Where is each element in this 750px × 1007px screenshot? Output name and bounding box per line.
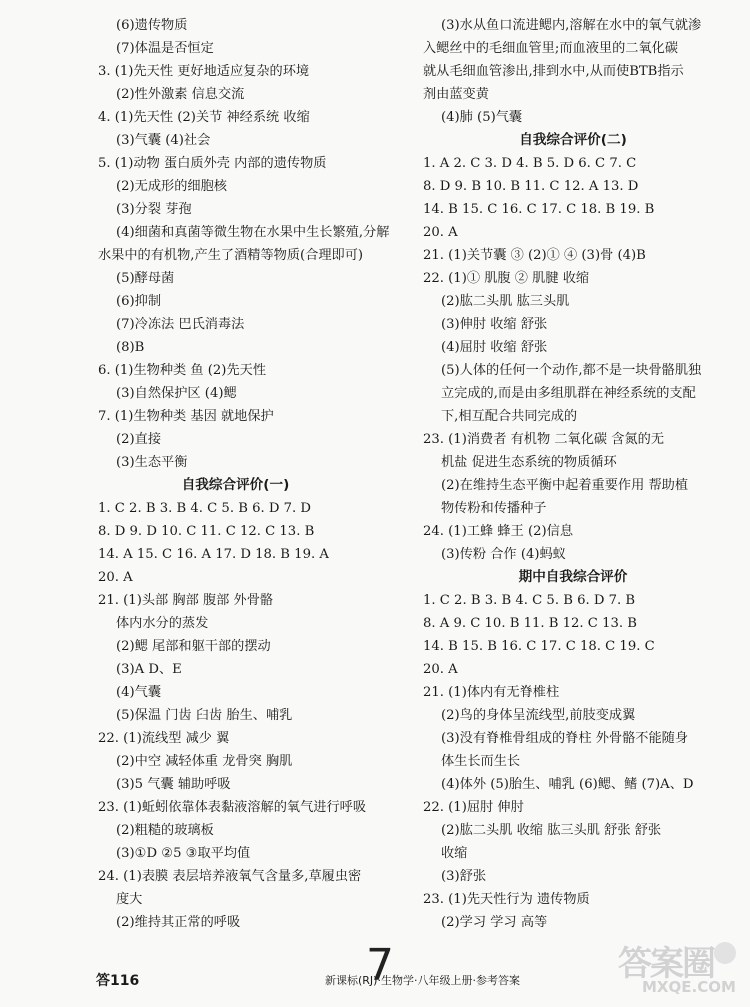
section-heading: 自我综合评价(二) xyxy=(519,132,627,148)
answer-line: 剂由蓝变黄 xyxy=(423,87,489,102)
section-heading: 期中自我综合评价 xyxy=(518,569,628,585)
answer-line: (3)伸肘 收缩 舒张 xyxy=(441,317,548,332)
answer-line: 度大 xyxy=(116,892,143,907)
answer-line: 20. A xyxy=(98,570,133,585)
answer-line: (2)粗糙的玻璃板 xyxy=(116,823,214,838)
answer-line: 就从毛细血管渗出,排到水中,从而使BTB指示 xyxy=(423,64,684,79)
answer-line: 23. (1)消费者 有机物 二氧化碳 含氮的无 xyxy=(423,432,665,447)
watermark-logo: 答案圈 MXQE.COM xyxy=(618,944,736,996)
answer-line: 21. (1)体内有无脊椎柱 xyxy=(423,685,560,700)
answer-line: 14. B 15. C 16. C 17. C 18. B 19. B xyxy=(423,202,655,217)
answer-line: (7)体温是否恒定 xyxy=(116,41,214,56)
answer-line: (8)B xyxy=(116,340,145,355)
answer-line: 下,相互配合共同完成的 xyxy=(441,409,578,424)
answer-line: 22. (1)屈肘 伸肘 xyxy=(423,800,524,815)
answer-line: 8. D 9. B 10. B 11. C 12. A 13. D xyxy=(423,179,639,194)
answer-line: (2)肱二头肌 肱三头肌 xyxy=(441,294,570,309)
answer-line: 机盐 促进生态系统的物质循环 xyxy=(441,455,617,470)
answer-line: 20. A xyxy=(423,225,458,240)
answer-line: 7. (1)生物种类 基因 就地保护 xyxy=(98,409,274,424)
answer-line: 物传粉和传播种子 xyxy=(441,501,547,516)
page-number: 答116 xyxy=(96,973,140,989)
answer-line: (2)无成形的细胞核 xyxy=(116,179,227,194)
answer-line: (3)没有脊椎骨组成的脊柱 外骨骼不能随身 xyxy=(441,731,689,746)
answer-line: 24. (1)工蜂 蜂王 (2)信息 xyxy=(423,524,574,539)
answer-line: 收缩 xyxy=(441,846,468,861)
answer-line: 23. (1)蚯蚓依靠体表黏液溶解的氧气进行呼吸 xyxy=(98,800,367,815)
answer-line: 14. B 15. B 16. C 17. C 18. C 19. C xyxy=(423,639,655,654)
answer-line: (4)肺 (5)气囊 xyxy=(441,110,523,125)
answer-line: (2)直接 xyxy=(116,432,162,447)
answer-line: (7)冷冻法 巴氏消毒法 xyxy=(116,317,245,332)
answer-line: 4. (1)先天性 (2)关节 神经系统 收缩 xyxy=(98,110,310,125)
answer-line: 24. (1)表膜 表层培养液氧气含量多,草履虫密 xyxy=(98,869,362,884)
answer-line: 6. (1)生物种类 鱼 (2)先天性 xyxy=(98,363,267,378)
answer-line: 21. (1)关节囊 ③ (2)① ④ (3)骨 (4)B xyxy=(423,248,646,263)
answer-line: 水果中的有机物,产生了酒精等物质(合理即可) xyxy=(98,248,364,263)
answer-line: (3)生态平衡 xyxy=(116,455,188,470)
answer-line: (4)气囊 xyxy=(116,685,162,700)
answer-line: 1. A 2. C 3. D 4. B 5. D 6. C 7. C xyxy=(423,156,637,171)
answer-line: (3)舒张 xyxy=(441,869,487,884)
answer-line: 8. D 9. D 10. C 11. C 12. C 13. B xyxy=(98,524,315,539)
answer-line: (4)体外 (5)胎生、哺乳 (6)鳃、鳍 (7)A、D xyxy=(441,777,694,792)
answer-line: 8. A 9. C 10. B 11. B 12. C 13. B xyxy=(423,616,637,631)
answer-line: (5)保温 门齿 臼齿 胎生、哺乳 xyxy=(116,708,293,723)
answer-line: (3)①D ②5 ③取平均值 xyxy=(116,846,251,861)
answer-line: (2)性外激素 信息交流 xyxy=(116,87,245,102)
answer-line: 1. C 2. B 3. B 4. C 5. B 6. D 7. B xyxy=(423,593,636,608)
answer-line: 3. (1)先天性 更好地适应复杂的环境 xyxy=(98,64,310,79)
answer-line: (4)屈肘 收缩 舒张 xyxy=(441,340,548,355)
answer-line: (2)学习 学习 高等 xyxy=(441,915,548,930)
answer-line: (2)肱二头肌 收缩 肱三头肌 舒张 舒张 xyxy=(441,823,662,838)
answer-line: 入鳃丝中的毛细血管里;而血液里的二氧化碳 xyxy=(423,41,679,56)
answer-line: (6)抑制 xyxy=(116,294,162,309)
answer-line: (2)维持其正常的呼吸 xyxy=(116,915,241,930)
answer-line: (4)细菌和真菌等微生物在水果中生长繁殖,分解 xyxy=(116,225,390,240)
answer-line: (2)鸟的身体呈流线型,前肢变成翼 xyxy=(441,708,636,723)
answer-line: (3)A D、E xyxy=(116,662,182,677)
answer-line: 体内水分的蒸发 xyxy=(116,616,209,631)
handwritten-digit: 7 xyxy=(366,940,394,991)
answer-line: 14. A 15. C 16. A 17. D 18. B 19. A xyxy=(98,547,329,562)
section-heading: 自我综合评价(一) xyxy=(181,477,290,493)
answer-line: (5)酵母菌 xyxy=(116,271,175,286)
answer-line: (2)中空 减轻体重 龙骨突 胸肌 xyxy=(116,754,293,769)
answer-line: 1. C 2. B 3. B 4. C 5. B 6. D 7. D xyxy=(98,501,311,516)
answer-line: (3)5 气囊 辅助呼吸 xyxy=(116,777,231,792)
answer-line: 22. (1)流线型 减少 翼 xyxy=(98,731,230,746)
answer-line: 5. (1)动物 蛋白质外壳 内部的遗传物质 xyxy=(98,156,327,171)
answer-line: (3)水从鱼口流进鳃内,溶解在水中的氧气就渗 xyxy=(441,18,702,33)
answer-line: 立完成的,而是由多组肌群在神经系统的支配 xyxy=(441,386,696,401)
answer-line: (6)遗传物质 xyxy=(116,18,188,33)
answer-line: 22. (1)① 肌腹 ② 肌腱 收缩 xyxy=(423,271,590,286)
answer-line: (3)自然保护区 (4)鳃 xyxy=(116,386,237,401)
right-column xyxy=(423,14,723,934)
answer-line: 20. A xyxy=(423,662,458,677)
footer-title: 新课标(RJ)·生物学·八年级上册·参考答案 xyxy=(325,974,520,987)
answer-line: (3)气囊 (4)社会 xyxy=(116,133,211,148)
answer-line: 体生长而生长 xyxy=(441,754,521,769)
left-column xyxy=(98,14,390,934)
answer-line: (2)鳃 尾部和躯干部的摆动 xyxy=(116,639,271,654)
answer-line: (3)传粉 合作 (4)蚂蚁 xyxy=(441,547,566,562)
answer-line: (5)人体的任何一个动作,都不是一块骨骼肌独 xyxy=(441,363,702,378)
answer-line: (2)在维持生态平衡中起着重要作用 帮助植 xyxy=(441,478,689,493)
answer-line: (3)分裂 芽孢 xyxy=(116,202,192,217)
answer-line: 21. (1)头部 胸部 腹部 外骨骼 xyxy=(98,593,274,608)
answer-line: 23. (1)先天性行为 遗传物质 xyxy=(423,892,590,907)
